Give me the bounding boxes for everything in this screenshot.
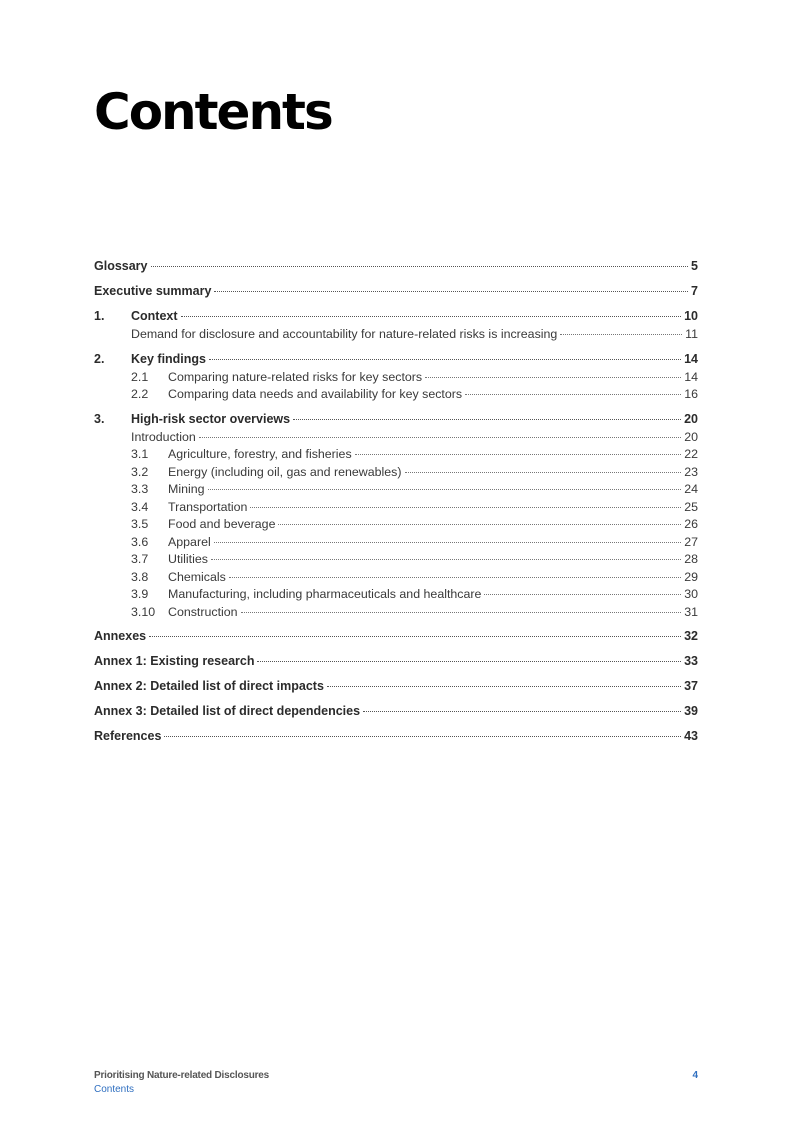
toc-page: 25 bbox=[684, 499, 698, 514]
toc-page: 7 bbox=[691, 284, 698, 298]
subsection-number: 3.9 bbox=[131, 587, 149, 601]
toc-subentry[interactable] bbox=[94, 587, 698, 605]
toc-page: 43 bbox=[684, 729, 698, 743]
leader-dots bbox=[181, 316, 682, 317]
toc-label: Agriculture, forestry, and fisheries bbox=[168, 447, 352, 461]
toc-page: 14 bbox=[684, 351, 698, 366]
subsection-number: 3.6 bbox=[131, 534, 149, 549]
leader-dots bbox=[560, 334, 682, 335]
toc-page: 22 bbox=[684, 447, 698, 461]
toc-label: Annexes bbox=[94, 629, 147, 643]
toc-subentry[interactable] bbox=[94, 447, 698, 465]
footer-section-link[interactable]: Contents bbox=[94, 1084, 135, 1095]
leader-dots bbox=[208, 489, 682, 490]
toc-subentry[interactable] bbox=[94, 482, 698, 500]
toc-page: 37 bbox=[684, 679, 698, 693]
table-of-contents bbox=[94, 259, 698, 747]
toc-entry-references[interactable] bbox=[94, 729, 698, 747]
toc-label: Annex 3: Detailed list of direct dependencies bbox=[94, 704, 361, 718]
toc-label: Apparel bbox=[168, 534, 211, 549]
leader-dots bbox=[425, 377, 681, 378]
subsection-number: 3.10 bbox=[131, 604, 156, 619]
toc-label: Comparing nature-related risks for key sectors bbox=[168, 369, 423, 384]
leader-dots bbox=[250, 507, 681, 508]
toc-subentry[interactable] bbox=[94, 327, 698, 345]
toc-entry-context[interactable] bbox=[94, 309, 698, 327]
toc-subentry[interactable] bbox=[94, 500, 698, 518]
toc-page: 14 bbox=[684, 369, 698, 384]
leader-dots bbox=[151, 266, 689, 267]
toc-label: Key findings bbox=[131, 351, 207, 366]
toc-page: 30 bbox=[684, 587, 698, 601]
leader-dots bbox=[211, 559, 681, 560]
leader-dots bbox=[327, 686, 681, 687]
toc-subentry[interactable] bbox=[94, 570, 698, 588]
leader-dots bbox=[465, 394, 681, 395]
toc-page: 32 bbox=[684, 629, 698, 643]
toc-page: 20 bbox=[684, 429, 698, 444]
subsection-number: 3.2 bbox=[131, 464, 149, 479]
leader-dots bbox=[209, 359, 681, 360]
toc-page: 39 bbox=[684, 704, 698, 718]
subsection-number: 3.8 bbox=[131, 569, 149, 584]
toc-page: 5 bbox=[691, 259, 698, 273]
subsection-number: 3.3 bbox=[131, 482, 149, 496]
subsection-number: 3.7 bbox=[131, 552, 149, 566]
toc-page: 31 bbox=[684, 604, 698, 619]
toc-label: Annex 1: Existing research bbox=[94, 654, 255, 668]
leader-dots bbox=[214, 542, 681, 543]
toc-entry-high-risk-sectors[interactable] bbox=[94, 412, 698, 430]
leader-dots bbox=[241, 612, 682, 613]
subsection-number: 3.5 bbox=[131, 517, 149, 531]
toc-label: Utilities bbox=[168, 552, 208, 566]
toc-label: Comparing data needs and availability for key sectors bbox=[168, 387, 463, 401]
toc-page: 28 bbox=[684, 552, 698, 566]
leader-dots bbox=[164, 736, 681, 737]
toc-page: 11 bbox=[685, 327, 698, 341]
subsection-number: 3.4 bbox=[131, 499, 149, 514]
toc-page: 20 bbox=[684, 411, 698, 426]
toc-subentry[interactable] bbox=[94, 370, 698, 388]
toc-label: Construction bbox=[168, 604, 238, 619]
section-number: 1. bbox=[94, 309, 105, 323]
leader-dots bbox=[484, 594, 681, 595]
subsection-number: 2.1 bbox=[131, 369, 149, 384]
toc-page: 23 bbox=[684, 464, 698, 479]
section-number: 2. bbox=[94, 351, 105, 366]
toc-subentry[interactable] bbox=[94, 605, 698, 623]
toc-entry-annexes[interactable] bbox=[94, 629, 698, 647]
leader-dots bbox=[214, 291, 688, 292]
toc-subentry[interactable] bbox=[94, 387, 698, 405]
toc-entry-annex-1[interactable] bbox=[94, 654, 698, 672]
toc-subentry[interactable] bbox=[94, 552, 698, 570]
toc-page: 29 bbox=[684, 569, 698, 584]
leader-dots bbox=[293, 419, 681, 420]
toc-label: Demand for disclosure and accountability for nature-related risks is increasing bbox=[131, 327, 558, 341]
leader-dots bbox=[149, 636, 681, 637]
toc-label: High-risk sector overviews bbox=[131, 411, 291, 426]
toc-label: Transportation bbox=[168, 499, 248, 514]
toc-label: Energy (including oil, gas and renewables) bbox=[168, 464, 402, 479]
subsection-number: 2.2 bbox=[131, 387, 149, 401]
toc-label: Introduction bbox=[131, 429, 196, 444]
footer-document-title: Prioritising Nature-related Disclosures bbox=[94, 1070, 270, 1081]
subsection-number: 3.1 bbox=[131, 447, 149, 461]
toc-label: Glossary bbox=[94, 259, 148, 273]
toc-subentry[interactable] bbox=[94, 535, 698, 553]
leader-dots bbox=[257, 661, 681, 662]
toc-subentry[interactable] bbox=[94, 517, 698, 535]
toc-label: Manufacturing, including pharmaceuticals and healthcare bbox=[168, 587, 482, 601]
toc-label: Executive summary bbox=[94, 284, 212, 298]
toc-subentry[interactable] bbox=[94, 430, 698, 448]
toc-entry-annex-2[interactable] bbox=[94, 679, 698, 697]
toc-label: Food and beverage bbox=[168, 517, 276, 531]
footer-page-number: 4 bbox=[692, 1070, 698, 1081]
toc-label: References bbox=[94, 729, 162, 743]
toc-entry-annex-3[interactable] bbox=[94, 704, 698, 722]
page-title: Contents bbox=[94, 83, 332, 141]
leader-dots bbox=[229, 577, 681, 578]
leader-dots bbox=[355, 454, 682, 455]
toc-entry-key-findings[interactable] bbox=[94, 352, 698, 370]
toc-page: 26 bbox=[684, 517, 698, 531]
toc-page: 16 bbox=[684, 387, 698, 401]
toc-page: 10 bbox=[684, 309, 698, 323]
leader-dots bbox=[363, 711, 681, 712]
toc-entry-glossary[interactable] bbox=[94, 259, 698, 277]
toc-label: Annex 2: Detailed list of direct impacts bbox=[94, 679, 324, 693]
section-number: 3. bbox=[94, 411, 105, 426]
leader-dots bbox=[405, 472, 682, 473]
toc-label: Chemicals bbox=[168, 569, 226, 584]
toc-entry-executive-summary[interactable] bbox=[94, 284, 698, 302]
toc-page: 33 bbox=[684, 654, 698, 668]
toc-label: Mining bbox=[168, 482, 205, 496]
leader-dots bbox=[278, 524, 681, 525]
toc-page: 27 bbox=[684, 534, 698, 549]
toc-page: 24 bbox=[684, 482, 698, 496]
toc-subentry[interactable] bbox=[94, 465, 698, 483]
leader-dots bbox=[199, 437, 681, 438]
toc-label: Context bbox=[131, 309, 178, 323]
